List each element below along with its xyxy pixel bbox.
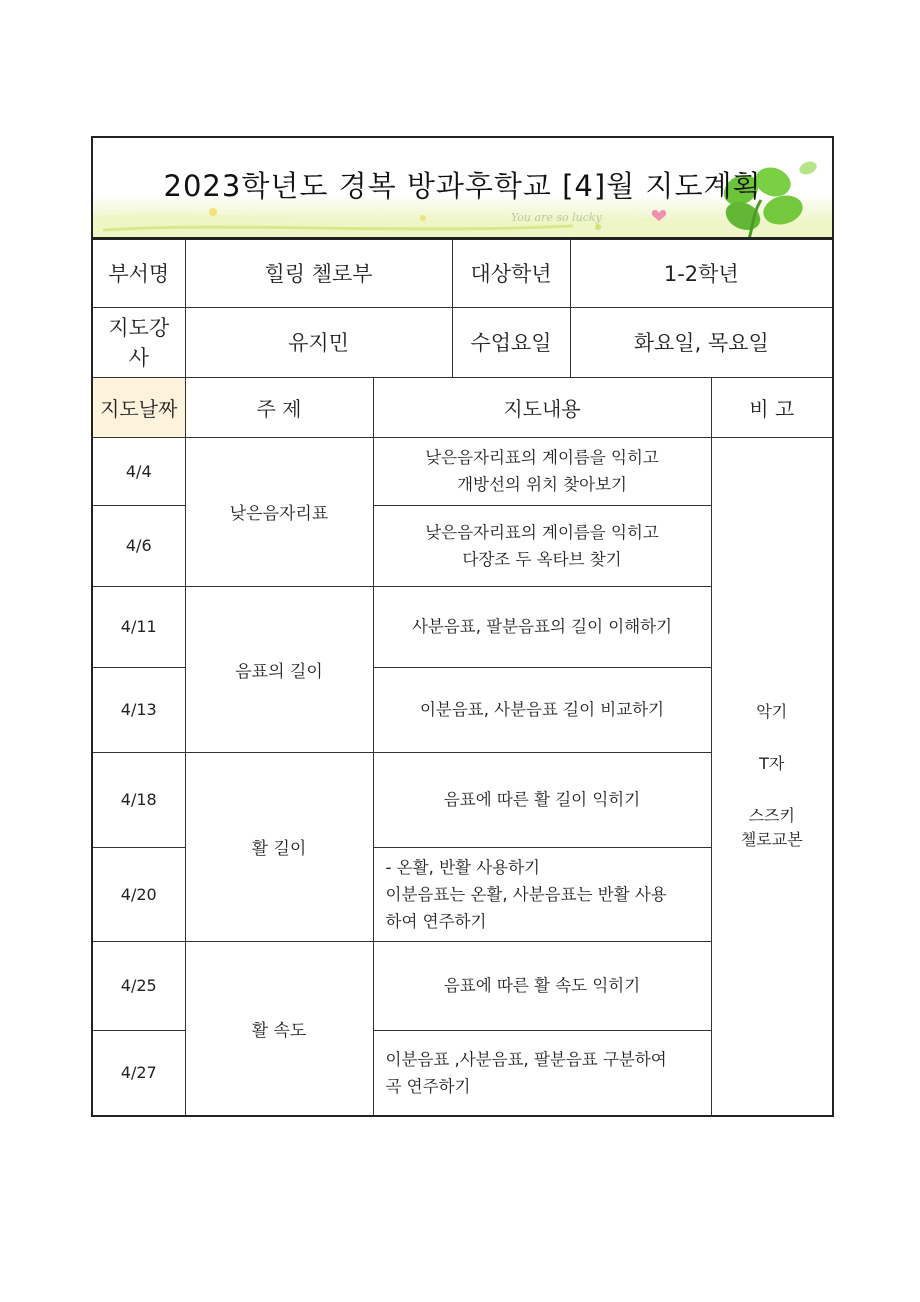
column-header-topic: 주 제 — [185, 377, 373, 437]
content-cell — [373, 752, 711, 847]
dept-label: 부서명 — [92, 238, 185, 307]
date-cell: 4/25 — [92, 941, 185, 1030]
content-cell — [373, 505, 711, 586]
content-line: 개방선의 위치 찾아보기 — [457, 475, 627, 494]
day-value: 화요일, 목요일 — [570, 307, 833, 377]
date-cell: 4/13 — [92, 667, 185, 752]
plan-document — [91, 136, 832, 1117]
info-row-teacher — [92, 307, 833, 377]
topic-cell: 음표의 길이 — [185, 586, 373, 752]
column-header-row — [92, 377, 833, 437]
note-t-shape: T자 — [759, 754, 785, 774]
topic-cell: 활 길이 — [185, 752, 373, 941]
content-line: 이분음표, 사분음표 길이 비교하기 — [419, 700, 665, 719]
title-banner — [91, 136, 834, 240]
date-cell: 4/4 — [92, 437, 185, 505]
info-row-department — [92, 238, 833, 307]
content-cell — [373, 437, 711, 505]
content-line: 음표에 따른 활 길이 익히기 — [443, 790, 641, 809]
content-cell — [373, 941, 711, 1030]
content-line: 다장조 두 옥타브 찾기 — [462, 549, 622, 569]
svg-text:You are so lucky: You are so lucky — [511, 211, 602, 224]
content-line: 하여 연주하기 — [385, 911, 487, 931]
note-cello-book: 첼로교본 — [740, 830, 803, 850]
date-cell: 4/6 — [92, 505, 185, 586]
content-cell — [373, 667, 711, 752]
grade-label: 대상학년 — [452, 238, 570, 307]
note-suzuki: 스즈키 — [748, 806, 795, 826]
column-header-date: 지도날짜 — [92, 377, 185, 437]
content-cell — [373, 1030, 711, 1116]
topic-cell: 활 속도 — [185, 941, 373, 1116]
note-cell — [711, 437, 833, 1116]
content-line: 낮은음자리표의 계이름을 익히고 — [425, 522, 659, 542]
date-cell: 4/20 — [92, 847, 185, 941]
content-line: 사분음표, 팔분음표의 길이 이해하기 — [411, 617, 673, 636]
topic-cell: 낮은음자리표 — [185, 437, 373, 586]
date-cell: 4/27 — [92, 1030, 185, 1116]
column-header-note: 비 고 — [711, 377, 833, 437]
content-line: 음표에 따른 활 속도 익히기 — [443, 976, 641, 995]
content-line: - 온활, 반활 사용하기 — [385, 857, 540, 877]
content-line: 곡 연주하기 — [385, 1076, 471, 1096]
date-cell: 4/18 — [92, 752, 185, 847]
column-header-content: 지도내용 — [373, 377, 711, 437]
day-label: 수업요일 — [452, 307, 570, 377]
content-line: 낮은음자리표의 계이름을 익히고 — [425, 448, 659, 467]
table-row — [92, 437, 833, 505]
page-title: 2023학년도 경복 방과후학교 [4]월 지도계획 — [163, 169, 762, 203]
teacher-value: 유지민 — [185, 307, 452, 377]
grade-value: 1-2학년 — [570, 238, 833, 307]
plan-table — [91, 237, 834, 1117]
content-cell — [373, 586, 711, 667]
date-cell: 4/11 — [92, 586, 185, 667]
note-instrument: 악기 — [756, 702, 788, 722]
teacher-label: 지도강사 — [92, 307, 185, 377]
content-line: 이분음표 ,사분음표, 팔분음표 구분하여 — [385, 1049, 667, 1069]
content-line: 이분음표는 온활, 사분음표는 반활 사용 — [385, 884, 667, 904]
content-cell — [373, 847, 711, 941]
dept-value: 힐링 첼로부 — [185, 238, 452, 307]
